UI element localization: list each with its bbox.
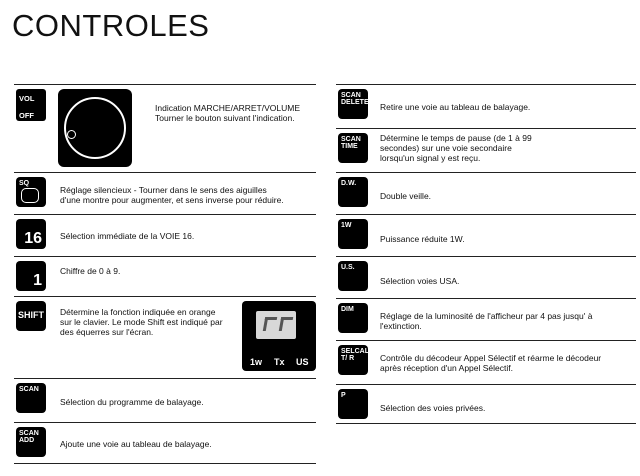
control-row-dw bbox=[336, 172, 636, 214]
squelch-icon bbox=[21, 188, 39, 203]
control-description: Réglage silencieux - Tourner dans le sens des aiguilles d'une montre pour augmenter, et sens inverse pour réduire. bbox=[60, 185, 284, 205]
control-description: Sélection des voies privées. bbox=[380, 403, 486, 413]
scan-add-key-label: SCAN ADD bbox=[19, 430, 39, 444]
key-1-label: 1 bbox=[33, 272, 42, 289]
control-row-p bbox=[336, 384, 636, 424]
selcall-key bbox=[338, 345, 374, 375]
control-description: Sélection du programme de balayage. bbox=[60, 397, 204, 407]
shift-key-label: SHIFT bbox=[18, 310, 44, 320]
lcd-indicator-1w: 1w bbox=[250, 357, 263, 367]
scan-delete-key bbox=[338, 89, 368, 119]
selcall-key-label: SELCALL T/ R bbox=[341, 348, 374, 362]
control-description: Sélection immédiate de la VOIE 16. bbox=[60, 231, 195, 241]
control-description: Ajoute une voie au tableau de balayage. bbox=[60, 439, 212, 449]
scan-time-key bbox=[338, 133, 368, 163]
control-description: Chiffre de 0 à 9. bbox=[60, 266, 121, 276]
control-description: Puissance réduite 1W. bbox=[380, 234, 465, 244]
control-row-shift bbox=[14, 296, 316, 378]
control-row-sq bbox=[14, 172, 316, 214]
one-watt-key bbox=[338, 219, 368, 249]
control-row-selcall bbox=[336, 340, 636, 384]
dim-key bbox=[338, 303, 368, 333]
shift-key bbox=[16, 301, 46, 331]
page-title: CONTROLES bbox=[12, 8, 210, 43]
p-key bbox=[338, 389, 368, 419]
control-row-16 bbox=[14, 214, 316, 256]
dim-key-label: DIM bbox=[341, 306, 354, 313]
left-column bbox=[14, 84, 316, 464]
dw-key bbox=[338, 177, 368, 207]
scan-key-label: SCAN bbox=[19, 386, 39, 393]
off-label: OFF bbox=[19, 111, 34, 120]
control-description: Double veille. bbox=[380, 191, 432, 201]
sq-key-label: SQ bbox=[19, 180, 30, 187]
scan-time-key-label: SCAN TIME bbox=[341, 136, 361, 150]
control-row-scan bbox=[14, 378, 316, 422]
control-description: Détermine le temps de pause (de 1 à 99 secondes) sur une voie secondaire lorsqu'un signal y est reçu. bbox=[380, 133, 532, 163]
control-description: Réglage de la luminosité de l'afficheur par 4 pas jusqu' à l'extinction. bbox=[380, 311, 593, 331]
control-row-scan-time bbox=[336, 128, 636, 172]
scan-key bbox=[16, 383, 46, 413]
control-description: Retire une voie au tableau de balayage. bbox=[380, 102, 531, 112]
vol-off-key bbox=[16, 89, 46, 121]
volume-knob-icon bbox=[58, 89, 132, 167]
lcd-display-icon bbox=[242, 301, 316, 371]
key-16 bbox=[16, 219, 46, 249]
one-watt-key-label: 1W bbox=[341, 222, 352, 229]
control-row-us bbox=[336, 256, 636, 298]
lcd-indicator-tx: Tx bbox=[274, 357, 285, 367]
control-description: Détermine la fonction indiquée en orange sur le clavier. Le mode Shift est indiqué par des équerres sur l'écran. bbox=[60, 307, 223, 337]
us-key bbox=[338, 261, 368, 291]
p-key-label: P bbox=[341, 392, 346, 399]
scan-add-key bbox=[16, 427, 46, 457]
control-description: Sélection voies USA. bbox=[380, 276, 460, 286]
sq-key bbox=[16, 177, 46, 207]
right-column bbox=[336, 84, 636, 424]
control-description: Indication MARCHE/ARRET/VOLUME Tourner le bouton suivant l'indication. bbox=[155, 103, 301, 123]
control-description: Contrôle du décodeur Appel Sélectif et réarme le décodeur après réception d'un Appel Sélectif. bbox=[380, 353, 602, 373]
control-row-scan-add bbox=[14, 422, 316, 464]
control-row-digit bbox=[14, 256, 316, 296]
vol-label: VOL bbox=[19, 94, 35, 103]
control-row-vol bbox=[14, 84, 316, 172]
key-16-label: 16 bbox=[24, 230, 42, 247]
dw-key-label: D.W. bbox=[341, 180, 357, 187]
scan-delete-key-label: SCAN DELETE bbox=[341, 92, 369, 106]
control-row-dim bbox=[336, 298, 636, 340]
control-row-1w bbox=[336, 214, 636, 256]
knob-indicator-icon bbox=[67, 130, 76, 139]
lcd-screen bbox=[256, 311, 296, 339]
lcd-indicator-us: US bbox=[296, 357, 309, 367]
us-key-label: U.S. bbox=[341, 264, 355, 271]
control-row-scan-delete bbox=[336, 84, 636, 128]
key-1 bbox=[16, 261, 46, 291]
